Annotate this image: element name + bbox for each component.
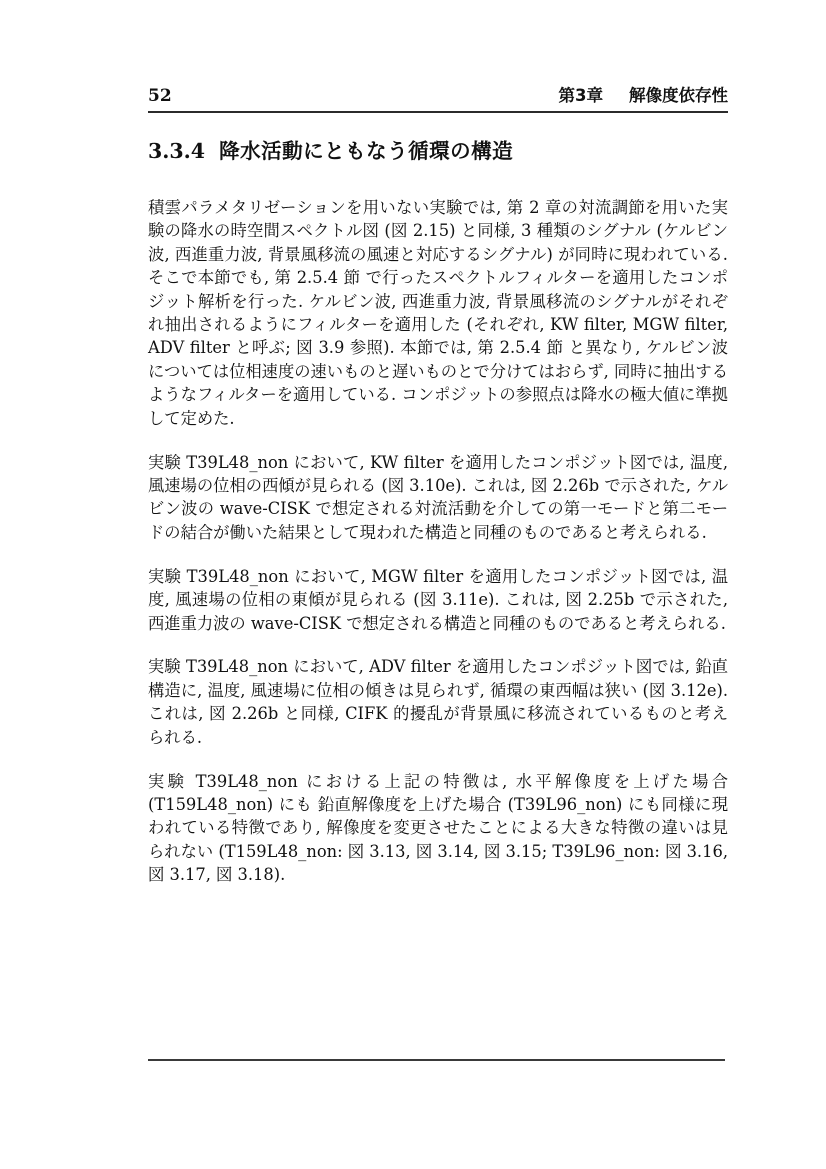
section-title: 降水活動にともなう循環の構造 [219,139,514,163]
paragraph-5: 実験 T39L48_non における上記の特徴は, 水平解像度を上げた場合 (T159L48_non) にも 鉛直解像度を上げた場合 (T39L96_non) にも同様に現われている特徴であり, 解像度を変更させたことによる大きな特徴の違いは見られない (T159L48_non: 図 3.13, 図 3.14, 図 3.15; T39L96_non: 図 3.16, 図 3.17, 図 3.18). [148,771,728,885]
body-text [148,196,728,907]
footer-rule [148,1059,725,1061]
section-number: 3.3.4 [148,139,206,163]
paragraph-1: 積雲パラメタリゼーションを用いない実験では, 第 2 章の対流調節を用いた実験の降水の時空間スペクトル図 (図 2.15) と同様, 3 種類のシグナル (ケルビン波, 西進重力波, 背景風移流の風速と対応するシグナル) が同時に現われている. そこで本節でも, 第 2.5.4 節 で行ったスペクトルフィルターを適用したコンポジット解析を行った. ケルビン波, 西進重力波, 背景風移流のシグナルがそれぞれ抽出されるようにフィルターを適用した (それぞれ, KW filter, MGW filter, ADV filter と呼ぶ; 図 3.9 参照). 本節では, 第 2.5.4 節 と異なり, ケルビン波については位相速度の速いものと遅いものとで分けてはおらず, 同時に抽出するようなフィルターを適用している. コンポジットの参照点は降水の極大値に準拠して定めた. [148,198,728,428]
chapter-title: 解像度依存性 [629,86,728,105]
paragraph-2: 実験 T39L48_non において, KW filter を適用したコンポジット図では, 温度, 風速場の位相の西傾が見られる (図 3.10e). これは, 図 2.26b で示された, ケルビン波の wave-CISK で想定される対流活動を介しての第一モードと第二モードの結合が働いた結果として現われた構造と同種のものであると考えられる. [148,452,728,542]
page-number: 52 [148,86,172,106]
running-header [148,82,728,113]
chapter-label: 第3章 [558,86,603,105]
chapter-header [559,82,728,106]
paragraph-4: 実験 T39L48_non において, ADV filter を適用したコンポジット図では, 鉛直構造に, 温度, 風速場に位相の傾きは見られず, 循環の東西幅は狭い (図 3.12e). これは, 図 2.26b と同様, CIFK 的擾乱が背景風に移流されているものと考えられる. [148,657,728,747]
paragraph-3: 実験 T39L48_non において, MGW filter を適用したコンポジット図では, 温度, 風速場の位相の東傾が見られる (図 3.11e). これは, 図 2.25b で示された, 西進重力波の wave-CISK で想定される構造と同種のものであると考えられる. [148,566,728,633]
section-heading [148,134,513,164]
